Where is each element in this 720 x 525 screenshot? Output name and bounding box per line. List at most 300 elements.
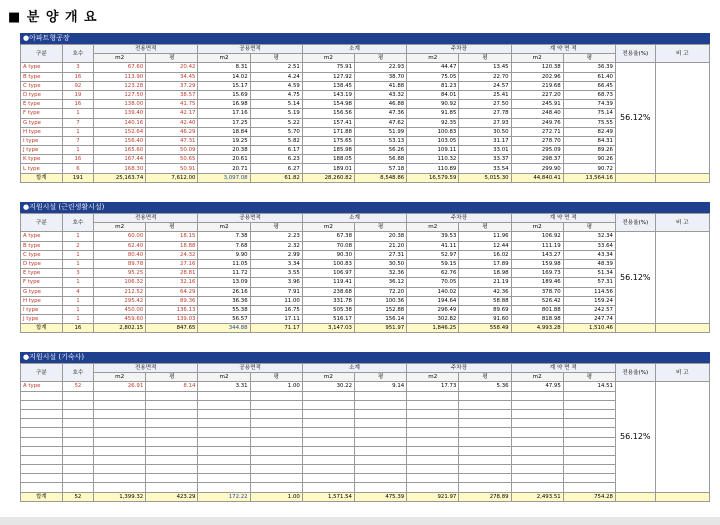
row-value: 37.29: [146, 81, 198, 90]
total-label: 합계: [21, 324, 63, 333]
header-m2: m2: [302, 373, 354, 382]
row-value: 17.11: [250, 315, 302, 324]
header-group: 주차장: [407, 214, 511, 223]
row-value: 82.49: [563, 127, 615, 136]
empty-cell: [355, 419, 407, 428]
row-value: 26.91: [94, 382, 146, 391]
row-value: 48.39: [563, 259, 615, 268]
header-m2: m2: [511, 373, 563, 382]
empty-cell: [563, 428, 615, 437]
header-m2: m2: [407, 54, 459, 63]
empty-cell: [94, 428, 146, 437]
row-value: 33.64: [563, 241, 615, 250]
row-value: 139.40: [94, 109, 146, 118]
total-ratio-cell: [615, 324, 655, 333]
row-type: G type: [21, 118, 63, 127]
header-group: 전용면적: [94, 45, 198, 54]
empty-cell: [563, 474, 615, 483]
header-pyeong: 평: [563, 54, 615, 63]
empty-cell: [355, 446, 407, 455]
empty-cell: [21, 455, 63, 464]
row-value: 5.82: [250, 136, 302, 145]
header-pyeong: 평: [459, 373, 511, 382]
row-value: 152.64: [94, 127, 146, 136]
row-value: 189.46: [511, 278, 563, 287]
row-value: 526.42: [511, 296, 563, 305]
table-row: [21, 232, 710, 241]
table-row: [21, 259, 710, 268]
table-row: [21, 269, 710, 278]
empty-cell: [302, 465, 354, 474]
table-row: [21, 81, 710, 90]
row-value: 27.16: [146, 259, 198, 268]
row-type: B type: [21, 241, 63, 250]
total-row: [21, 324, 710, 333]
row-type: F type: [21, 278, 63, 287]
row-value: 202.96: [511, 72, 563, 81]
row-value: 75.14: [563, 109, 615, 118]
header-group: 소계: [302, 45, 406, 54]
row-value: 68.73: [563, 90, 615, 99]
row-value: 6.23: [250, 155, 302, 164]
row-value: 51.34: [563, 269, 615, 278]
empty-cell: [62, 446, 93, 455]
row-value: 92.35: [407, 118, 459, 127]
row-value: 38.70: [355, 72, 407, 81]
row-value: 32.36: [355, 269, 407, 278]
header-group: 소계: [302, 214, 406, 223]
empty-cell: [198, 465, 250, 474]
row-value: 89.78: [94, 259, 146, 268]
row-value: 91.60: [459, 315, 511, 324]
empty-cell: [146, 400, 198, 409]
empty-cell: [407, 446, 459, 455]
row-value: 41.88: [355, 81, 407, 90]
row-type: H type: [21, 127, 63, 136]
table-row: [21, 127, 710, 136]
row-value: 90.72: [563, 164, 615, 173]
row-value: 242.57: [563, 305, 615, 314]
header-pyeong: 평: [459, 54, 511, 63]
empty-cell: [146, 409, 198, 418]
section-title: ●지원시설 (기숙사): [20, 352, 710, 363]
total-value: 16,579.59: [407, 173, 459, 182]
total-value: 951.97: [355, 324, 407, 333]
area-table: [20, 363, 710, 502]
total-value: 71.17: [250, 324, 302, 333]
empty-cell: [302, 437, 354, 446]
empty-cell: [198, 428, 250, 437]
header-group: 전용면적: [94, 364, 198, 373]
row-value: 18.84: [198, 127, 250, 136]
header-pyeong: 평: [563, 373, 615, 382]
section-support-retail: [20, 202, 710, 333]
row-value: 32.16: [146, 278, 198, 287]
row-value: 32.34: [563, 232, 615, 241]
row-value: 139.03: [146, 315, 198, 324]
row-type: J type: [21, 315, 63, 324]
scrollbar-area: [0, 517, 720, 525]
row-type: A type: [21, 63, 63, 72]
empty-cell: [355, 455, 407, 464]
header-ratio: 전용율(%): [615, 45, 655, 63]
row-value: 21.19: [459, 278, 511, 287]
row-value: 53.13: [355, 136, 407, 145]
note-cell: [655, 232, 709, 324]
empty-cell: [250, 391, 302, 400]
empty-cell: [355, 483, 407, 492]
row-value: 5.14: [250, 100, 302, 109]
row-type: I type: [21, 305, 63, 314]
row-value: 52.97: [407, 250, 459, 259]
row-count: 16: [62, 100, 93, 109]
row-value: 3.96: [250, 278, 302, 287]
total-value: 13,564.16: [563, 173, 615, 182]
row-value: 47.31: [146, 136, 198, 145]
empty-cell: [511, 474, 563, 483]
header-pyeong: 평: [146, 223, 198, 232]
empty-cell: [21, 465, 63, 474]
empty-row: [21, 474, 710, 483]
row-value: 8.31: [198, 63, 250, 72]
row-value: 59.15: [407, 259, 459, 268]
row-value: 27.93: [459, 118, 511, 127]
row-value: 9.90: [198, 250, 250, 259]
section-title: ●아파트형공장: [20, 33, 710, 44]
total-value: 1.00: [250, 492, 302, 501]
empty-cell: [407, 483, 459, 492]
row-value: 100.83: [407, 127, 459, 136]
empty-cell: [198, 419, 250, 428]
row-value: 56.88: [355, 155, 407, 164]
row-value: 156.56: [302, 109, 354, 118]
header-m2: m2: [511, 223, 563, 232]
table-row: [21, 305, 710, 314]
total-value: 28,260.82: [302, 173, 354, 182]
row-value: 11.72: [198, 269, 250, 278]
header-pyeong: 평: [146, 373, 198, 382]
row-value: 12.44: [459, 241, 511, 250]
row-value: 20.38: [198, 146, 250, 155]
row-value: 80.40: [94, 250, 146, 259]
empty-cell: [407, 465, 459, 474]
header-m2: m2: [198, 373, 250, 382]
row-value: 9.14: [355, 382, 407, 391]
row-count: 1: [62, 278, 93, 287]
empty-cell: [62, 409, 93, 418]
empty-cell: [62, 474, 93, 483]
empty-cell: [94, 455, 146, 464]
row-value: 106.32: [94, 278, 146, 287]
empty-cell: [355, 474, 407, 483]
row-value: 16.98: [198, 100, 250, 109]
empty-row: [21, 428, 710, 437]
empty-cell: [459, 446, 511, 455]
row-value: 24.57: [459, 81, 511, 90]
row-value: 14.51: [563, 382, 615, 391]
empty-cell: [511, 391, 563, 400]
header-group: 계 약 면 적: [511, 45, 615, 54]
row-value: 36.39: [563, 63, 615, 72]
row-value: 165.60: [94, 146, 146, 155]
row-value: 247.74: [563, 315, 615, 324]
row-value: 109.11: [407, 146, 459, 155]
row-value: 47.62: [355, 118, 407, 127]
row-value: 189.01: [302, 164, 354, 173]
empty-cell: [250, 400, 302, 409]
row-count: 92: [62, 81, 93, 90]
empty-cell: [21, 446, 63, 455]
row-value: 3.34: [250, 259, 302, 268]
header-pyeong: 평: [250, 373, 302, 382]
row-count: 1: [62, 127, 93, 136]
row-value: 84.31: [563, 136, 615, 145]
empty-cell: [355, 428, 407, 437]
row-value: 127.92: [302, 72, 354, 81]
row-value: 33.54: [459, 164, 511, 173]
header-group: 전용면적: [94, 214, 198, 223]
table-row: [21, 72, 710, 81]
empty-cell: [94, 474, 146, 483]
row-value: 138.00: [94, 100, 146, 109]
empty-cell: [302, 419, 354, 428]
row-value: 42.17: [146, 109, 198, 118]
row-value: 50.91: [146, 164, 198, 173]
row-count: 2: [62, 241, 93, 250]
row-count: 1: [62, 315, 93, 324]
row-value: 13.09: [198, 278, 250, 287]
row-value: 90.30: [302, 250, 354, 259]
row-value: 188.05: [302, 155, 354, 164]
table-row: [21, 155, 710, 164]
row-value: 22.93: [355, 63, 407, 72]
row-count: 1: [62, 232, 93, 241]
row-value: 272.71: [511, 127, 563, 136]
row-value: 103.05: [407, 136, 459, 145]
section-apartment-factory: [20, 33, 710, 183]
empty-cell: [459, 391, 511, 400]
total-value: 278.89: [459, 492, 511, 501]
total-note-cell: [655, 324, 709, 333]
row-value: 459.60: [94, 315, 146, 324]
row-value: 2.32: [250, 241, 302, 250]
empty-cell: [511, 400, 563, 409]
total-value: 921.97: [407, 492, 459, 501]
row-value: 31.17: [459, 136, 511, 145]
empty-cell: [198, 400, 250, 409]
total-ratio-cell: [615, 492, 655, 501]
row-value: 3.31: [198, 382, 250, 391]
row-value: 41.11: [407, 241, 459, 250]
table-row: [21, 90, 710, 99]
row-type: G type: [21, 287, 63, 296]
note-cell: [655, 63, 709, 173]
empty-cell: [459, 455, 511, 464]
header-hosu: 호수: [62, 45, 93, 63]
total-value: 1,510.46: [563, 324, 615, 333]
total-value: 847.65: [146, 324, 198, 333]
header-pyeong: 평: [250, 54, 302, 63]
row-value: 302.82: [407, 315, 459, 324]
row-value: 168.30: [94, 164, 146, 173]
header-m2: m2: [407, 373, 459, 382]
row-value: 4.59: [250, 81, 302, 90]
row-value: 55.38: [198, 305, 250, 314]
row-value: 1.00: [250, 382, 302, 391]
row-value: 24.32: [146, 250, 198, 259]
total-note-cell: [655, 173, 709, 182]
row-value: 450.00: [94, 305, 146, 314]
total-value: 754.28: [563, 492, 615, 501]
row-value: 75.91: [302, 63, 354, 72]
row-type: J type: [21, 146, 63, 155]
empty-cell: [407, 419, 459, 428]
empty-cell: [355, 409, 407, 418]
row-value: 27.50: [459, 100, 511, 109]
row-value: 70.08: [302, 241, 354, 250]
row-value: 30.50: [355, 259, 407, 268]
row-value: 152.88: [355, 305, 407, 314]
row-value: 25.41: [459, 90, 511, 99]
row-count: 3: [62, 269, 93, 278]
empty-row: [21, 400, 710, 409]
empty-cell: [302, 455, 354, 464]
total-value: 4,993.28: [511, 324, 563, 333]
row-value: 47.95: [511, 382, 563, 391]
empty-cell: [250, 483, 302, 492]
empty-cell: [511, 428, 563, 437]
empty-cell: [198, 455, 250, 464]
empty-cell: [21, 400, 63, 409]
empty-cell: [511, 419, 563, 428]
row-value: 30.22: [302, 382, 354, 391]
header-pyeong: 평: [355, 54, 407, 63]
total-value: 5,015.30: [459, 173, 511, 182]
row-type: K type: [21, 155, 63, 164]
row-value: 175.65: [302, 136, 354, 145]
empty-cell: [21, 437, 63, 446]
total-value: 8,548.86: [355, 173, 407, 182]
row-value: 156.14: [355, 315, 407, 324]
row-value: 16.02: [459, 250, 511, 259]
row-value: 5.19: [250, 109, 302, 118]
empty-cell: [459, 483, 511, 492]
row-value: 5.70: [250, 127, 302, 136]
table-row: [21, 136, 710, 145]
row-value: 113.90: [94, 72, 146, 81]
row-count: 1: [62, 259, 93, 268]
header-m2: m2: [198, 223, 250, 232]
total-value: 1,846.25: [407, 324, 459, 333]
header-gubun: 구분: [21, 45, 63, 63]
empty-cell: [94, 465, 146, 474]
row-value: 20.61: [198, 155, 250, 164]
total-count: 191: [62, 173, 93, 182]
empty-cell: [94, 400, 146, 409]
row-value: 67.60: [94, 63, 146, 72]
table-row: [21, 100, 710, 109]
row-value: 278.70: [511, 136, 563, 145]
row-type: L type: [21, 164, 63, 173]
empty-cell: [146, 391, 198, 400]
total-row: [21, 492, 710, 501]
empty-cell: [302, 446, 354, 455]
empty-cell: [511, 437, 563, 446]
header-group: 계 약 면 적: [511, 364, 615, 373]
row-value: 75.05: [407, 72, 459, 81]
row-value: 3.55: [250, 269, 302, 278]
row-value: 7.91: [250, 287, 302, 296]
total-ratio-cell: [615, 173, 655, 182]
total-value: 2,802.15: [94, 324, 146, 333]
header-m2: m2: [94, 54, 146, 63]
row-value: 245.91: [511, 100, 563, 109]
row-value: 70.05: [407, 278, 459, 287]
empty-cell: [511, 483, 563, 492]
empty-cell: [21, 474, 63, 483]
row-value: 516.17: [302, 315, 354, 324]
row-value: 140.02: [407, 287, 459, 296]
row-count: 1: [62, 305, 93, 314]
empty-cell: [94, 483, 146, 492]
total-value: 1,399.32: [94, 492, 146, 501]
row-value: 95.25: [94, 269, 146, 278]
row-value: 33.37: [459, 155, 511, 164]
empty-cell: [250, 409, 302, 418]
row-value: 18.98: [459, 269, 511, 278]
row-count: 16: [62, 155, 93, 164]
empty-cell: [563, 409, 615, 418]
area-table: [20, 213, 710, 333]
empty-cell: [21, 409, 63, 418]
empty-cell: [62, 437, 93, 446]
row-value: 36.12: [355, 278, 407, 287]
row-value: 66.45: [563, 81, 615, 90]
row-value: 136.13: [146, 305, 198, 314]
empty-cell: [94, 409, 146, 418]
empty-cell: [407, 455, 459, 464]
empty-cell: [198, 446, 250, 455]
empty-cell: [563, 483, 615, 492]
row-value: 5.36: [459, 382, 511, 391]
area-table: [20, 44, 710, 183]
row-value: 156.40: [94, 136, 146, 145]
empty-cell: [146, 483, 198, 492]
total-value: 3,147.03: [302, 324, 354, 333]
row-value: 42.40: [146, 118, 198, 127]
empty-cell: [21, 419, 63, 428]
row-value: 143.19: [302, 90, 354, 99]
row-value: 100.83: [302, 259, 354, 268]
total-value: 61.82: [250, 173, 302, 182]
row-value: 110.89: [407, 164, 459, 173]
empty-cell: [511, 455, 563, 464]
empty-cell: [407, 474, 459, 483]
row-value: 47.36: [355, 109, 407, 118]
row-value: 22.70: [459, 72, 511, 81]
total-value: 7,612.00: [146, 173, 198, 182]
header-pyeong: 평: [146, 54, 198, 63]
row-value: 167.44: [94, 155, 146, 164]
row-type: I type: [21, 136, 63, 145]
row-value: 62.76: [407, 269, 459, 278]
total-value: 44,840.41: [511, 173, 563, 182]
row-value: 90.92: [407, 100, 459, 109]
header-ratio: 전용율(%): [615, 214, 655, 232]
row-value: 39.53: [407, 232, 459, 241]
row-value: 64.29: [146, 287, 198, 296]
row-value: 38.57: [146, 90, 198, 99]
